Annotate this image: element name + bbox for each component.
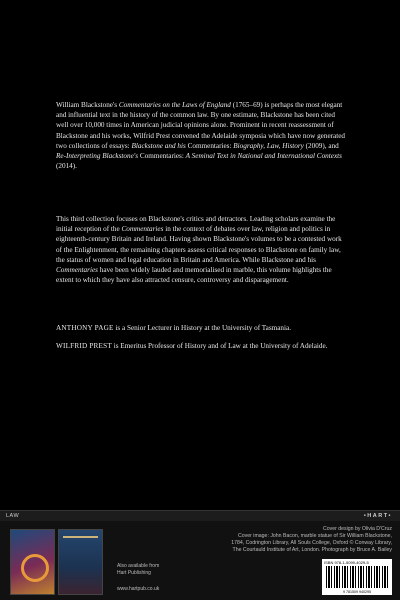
- description-paragraph: [56, 214, 346, 294]
- also-line: Also available from: [117, 563, 160, 569]
- credit-line: 1784, Codrington Library, All Souls College, Oxford © Conway Library,: [231, 540, 392, 546]
- also-line: Hart Publishing: [117, 570, 151, 576]
- book-title: Biography, Law, History: [233, 141, 304, 150]
- cover-art-icon: [21, 554, 49, 582]
- book-title: Commentaries: [56, 266, 98, 275]
- author-bio-prest: [56, 341, 346, 351]
- publisher-url: www.hartpub.co.uk: [117, 586, 160, 592]
- category-label: LAW: [6, 513, 20, 519]
- text-run: (2014).: [56, 162, 77, 171]
- author-name: ANTHONY PAGE: [56, 324, 114, 332]
- text-run: (1765–69) is perhaps the most elegant and influential text in the history of the common law. By one estimate, Blackstone has been cited well over 10,000 times in American judicial opinions alone. Prominent in recent reassessment of Blackstone and his works, Wilfrid Prest convened the Adelaide symposia which have now generated two collections of essays:: [56, 101, 346, 150]
- cover-art-icon: [63, 536, 98, 538]
- isbn-text: ISBN 978-1-5099-4029-5: [324, 560, 369, 565]
- text-run: Commentaries:: [138, 152, 186, 161]
- book-title: Blackstone and his: [131, 141, 186, 150]
- barcode-digits: 9 781509 940295: [343, 590, 371, 594]
- author-name: WILFRID PREST: [56, 342, 112, 351]
- related-book-cover-1: [10, 529, 55, 595]
- intro-paragraph: [56, 100, 346, 180]
- text-run: in the context of debates over law, religion and politics in eighteenth-century Britain and Ireland. Having shown Blackstone's volumes to be a contested work of the Enlightenment, the remaining chapters assess critical responses to Blackstone on family law, the status of women and legal education in Britain and America. While Blackstone and his: [56, 225, 342, 264]
- author-bios: [56, 323, 346, 359]
- text-run: (2009), and: [303, 141, 339, 150]
- cover-credits: [152, 526, 392, 554]
- cover-footer: [0, 510, 400, 600]
- book-title: Commentaries on the Laws of England: [118, 101, 231, 109]
- text-run: have been widely lauded and memorialised in marble, this volume highlights the extent to which they have also attracted censure, controversy and disparagement.: [56, 266, 332, 285]
- also-available-note: [117, 563, 159, 577]
- credit-line: Cover image: John Bacon, marble statue of Sir William Blackstone,: [238, 533, 392, 539]
- related-book-cover-2: [58, 529, 103, 595]
- barcode-bars: [326, 566, 388, 588]
- text-run: Commentaries:: [185, 141, 234, 150]
- book-title: A Seminal Text in National and International Contexts: [185, 152, 342, 161]
- publisher-logo: •HART•: [363, 513, 392, 519]
- book-title: Re-Interpreting Blackstone's: [56, 152, 139, 161]
- barcode: [322, 559, 392, 595]
- credit-line: The Courtauld Institute of Art, London. Photograph by Bruce A. Bailey: [232, 547, 392, 553]
- author-text: is a Senior Lecturer in History at the University of Tasmania.: [113, 324, 291, 332]
- text-run: William Blackstone's: [56, 101, 119, 109]
- book-title: Commentaries: [121, 225, 164, 234]
- author-text: is Emeritus Professor of History and of Law at the University of Adelaide.: [111, 342, 328, 351]
- category-bar: [0, 510, 400, 521]
- credit-line: Cover design by Olivia D'Cruz: [322, 526, 392, 532]
- author-bio-page: [56, 323, 346, 333]
- text-run: This third collection focuses on Blackstone's critics and detractors. Leading scholars examine the initial reception of the: [56, 215, 336, 234]
